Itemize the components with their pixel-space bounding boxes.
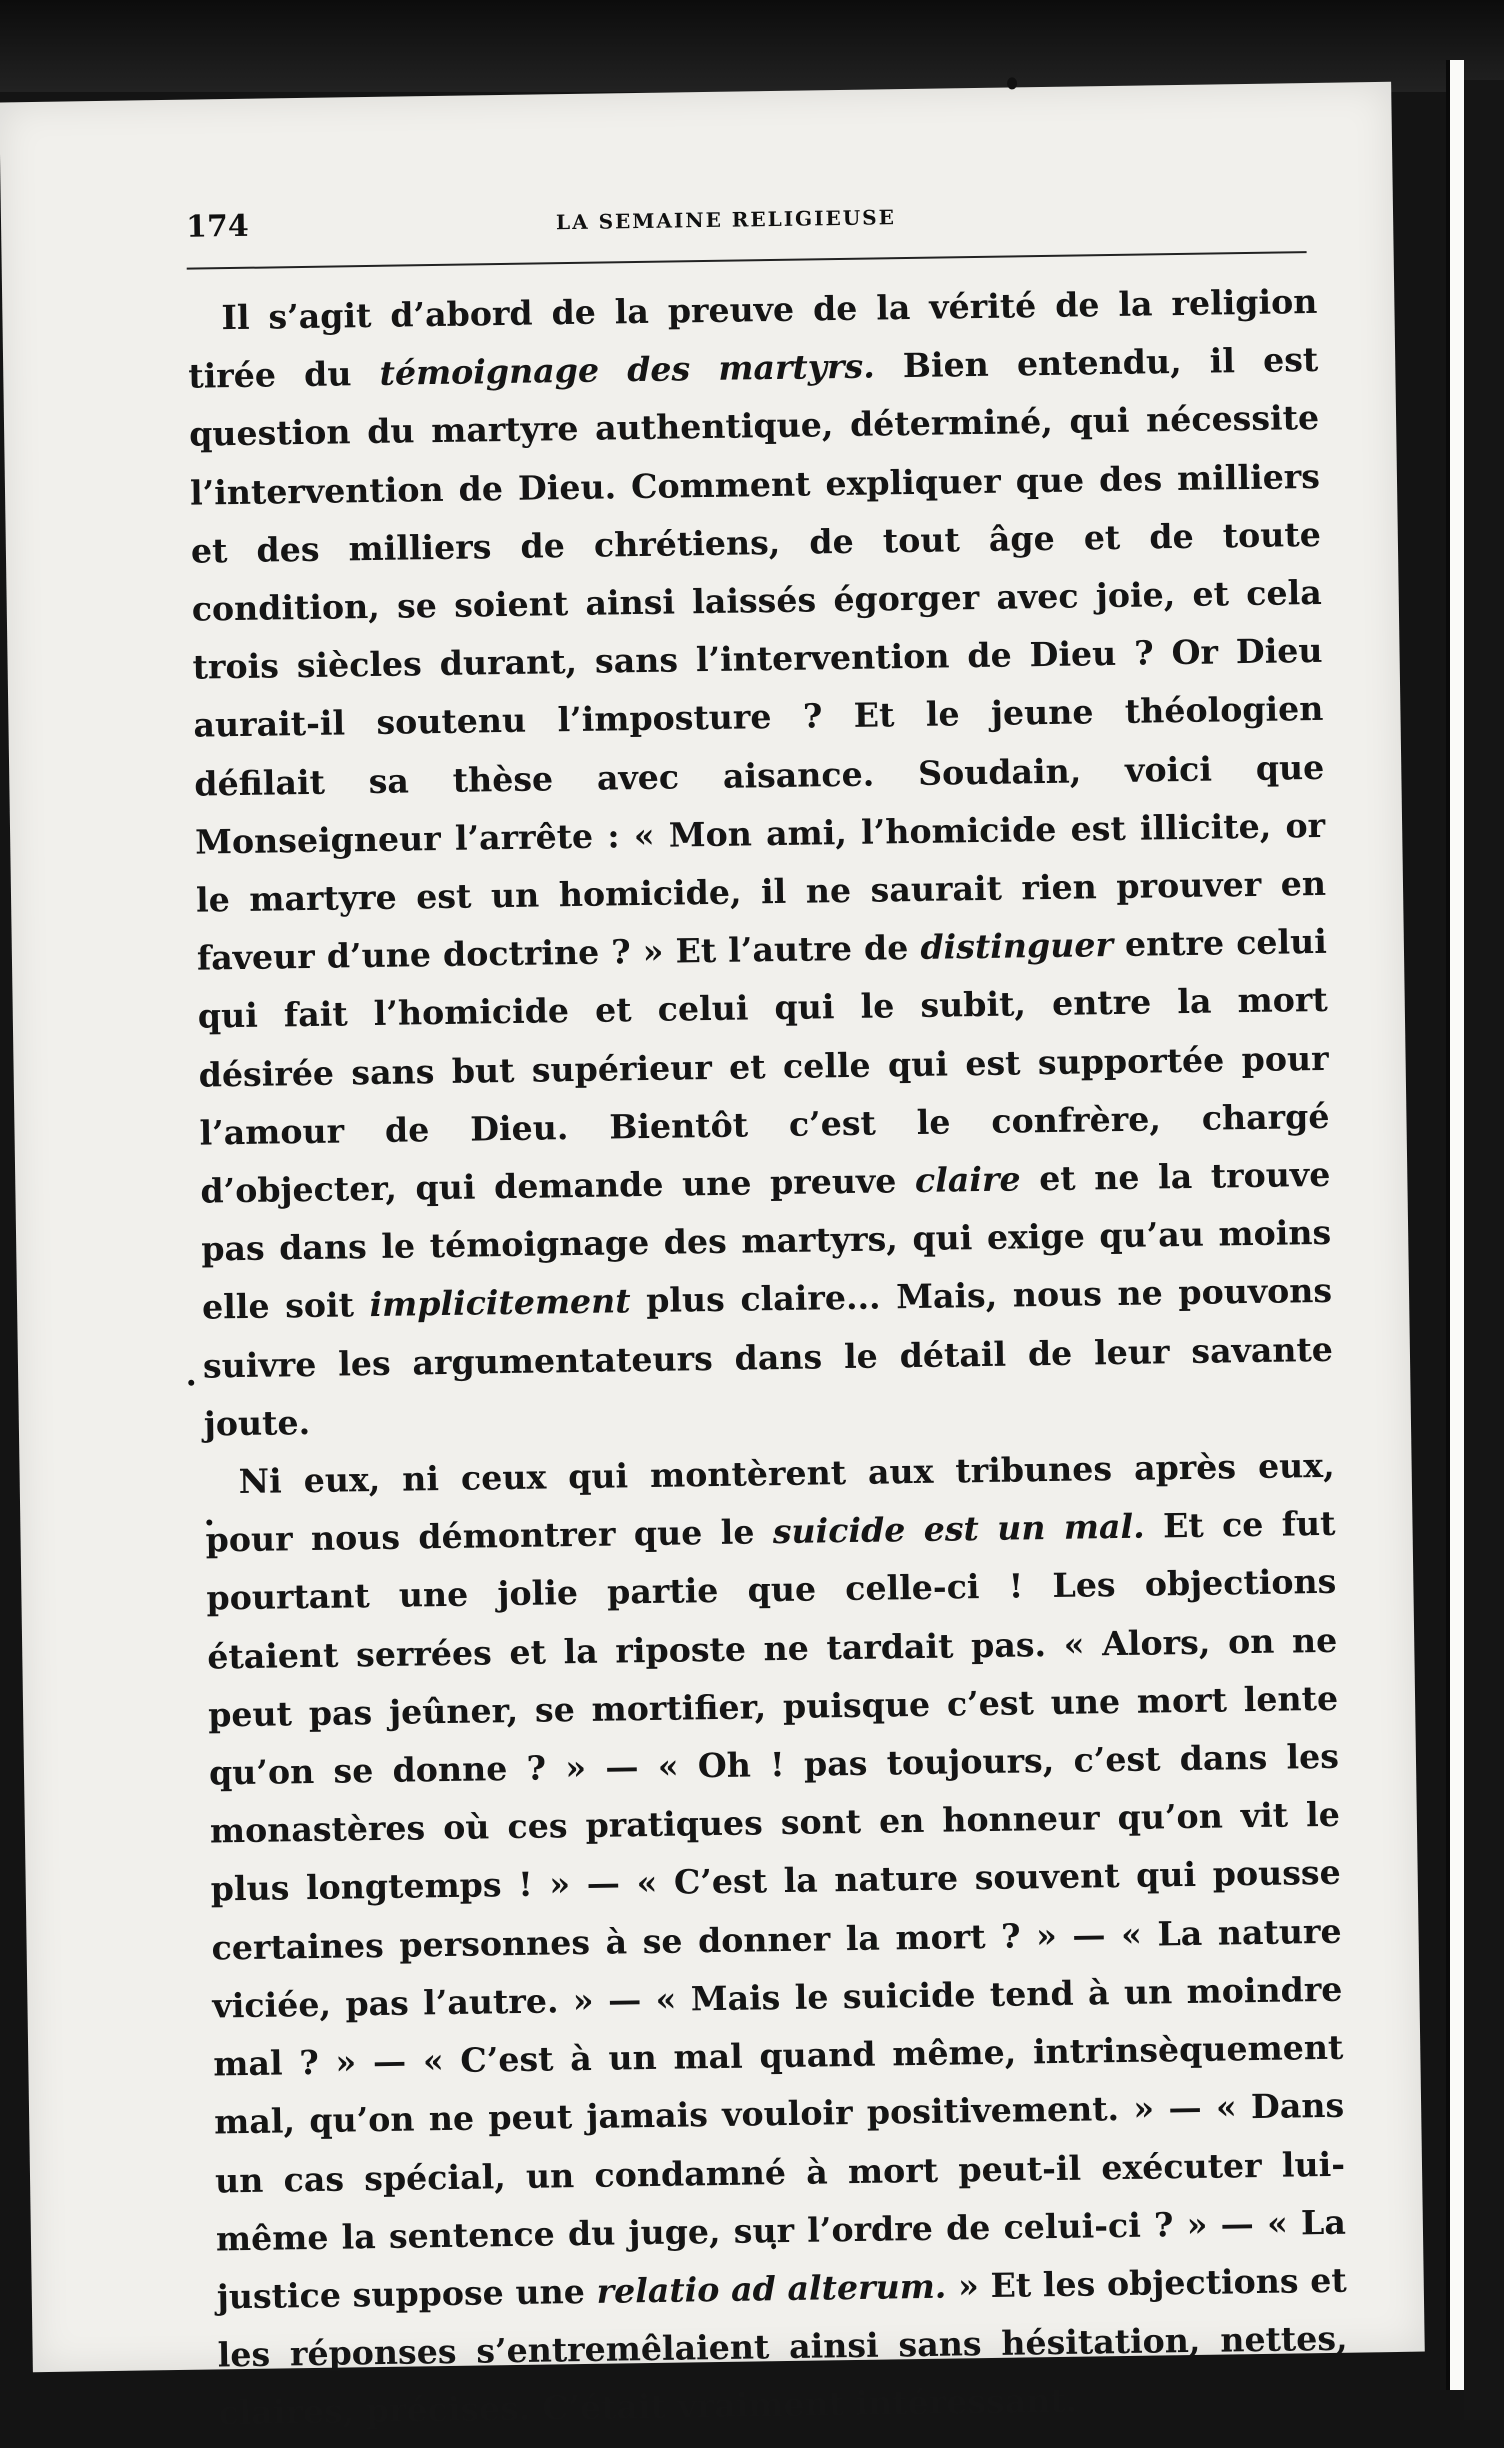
scan-right-border — [1464, 80, 1504, 2420]
text-span: Bien entendu, il est question du martyre authentique, déterminé, qui nécessite l’intervention de Dieu. Comment expliquer que des milliers et des milliers de chrétiens, de tout âge et de toute condition, se soient ainsi laissés égorger avec joie, et cela trois siècles durant, sans l’intervention de Dieu ? Or Dieu aurait-il soutenu l’imposture ? Et le jeune théologien défilait sa thèse avec aisance. Soudain, voici que Monseigneur l’arrête : « Mon ami, l’homicide est illicite, or le martyre est un homicide, il ne saurait rien prouver en faveur d’une doctrine ? » Et l’autre de — [188, 340, 1327, 978]
text-span: plus claire... Mais, nous ne pouvons suivre les argumentateurs dans le détail de leur savante joute. — [202, 1271, 1334, 1444]
scan-top-border — [0, 0, 1504, 92]
text-span: Et ce fut pourtant une jolie partie que celle-ci ! Les objections étaient serrées et la riposte ne tardait pas. « Alors, on ne peut pas jeûner, se mortifier, puisque c’est une mort lente qu’on se donne ? » — « Oh ! pas toujours, c’est dans les monastères où ces pratiques sont en honneur qu’on vit le plus longtemps ! » — « C’est la nature souvent qui pousse certaines personnes à se donner la mort ? » — « La nature viciée, pas l’autre. » — « Mais le suicide tend à un moindre mal ? » — « C’est à un mal quand même, intrinsèquement mal, qu’on ne peut jamais vouloir positivement. » — « Dans un cas spécial, un condamné à mort peut-il exécuter lui-même la sentence du juge, sur l’ordre de celui-ci ? » — « La justice suppose une — [206, 1504, 1347, 2317]
page-number: 174 — [185, 208, 249, 245]
italic-span: relatio ad alterum. — [596, 2266, 947, 2311]
header-rule — [187, 251, 1307, 270]
body-text — [187, 273, 1349, 2443]
italic-span: implicitement — [369, 1281, 631, 1325]
italic-span: claire — [914, 1159, 1021, 1201]
ink-speck — [188, 1380, 194, 1386]
italic-span: témoignage des martyrs. — [379, 346, 876, 394]
paragraph-1 — [187, 273, 1334, 1454]
paragraph-2 — [204, 1437, 1349, 2443]
text-span: » Et les objections et les réponses s’entremêlaient ainsi sans hésitation, nettes, claires, précises. C’était vraiment intéressant. — [217, 2260, 1348, 2433]
page-header — [186, 193, 1307, 270]
text-span: et ne la trouve pas dans le témoignage des martyrs, qui exige qu’au moins elle soit — [200, 1154, 1332, 1328]
running-title: LA SEMAINE RELIGIEUSE — [555, 205, 897, 235]
book-page — [0, 82, 1425, 2433]
adjacent-page-edge — [1446, 60, 1464, 2390]
italic-span: suicide est un mal. — [772, 1506, 1145, 1552]
text-span: entre celui qui fait l’homicide et celui qui le subit, entre la mort désirée sans but supérieur et celle qui est supportée pour l’amour de Dieu. Bientôt c’est le confrère, chargé d’objecter, qui demande une preuve — [197, 922, 1330, 1211]
text-span: Il s’agit d’abord de la preuve de la vérité de la religion tirée du — [188, 281, 1318, 396]
italic-span: distinguer — [920, 925, 1114, 968]
text-span: Ni eux, ni ceux qui montèrent aux tribunes après eux, pour nous démontrer que le — [205, 1445, 1335, 1560]
ink-speck — [1007, 77, 1017, 89]
